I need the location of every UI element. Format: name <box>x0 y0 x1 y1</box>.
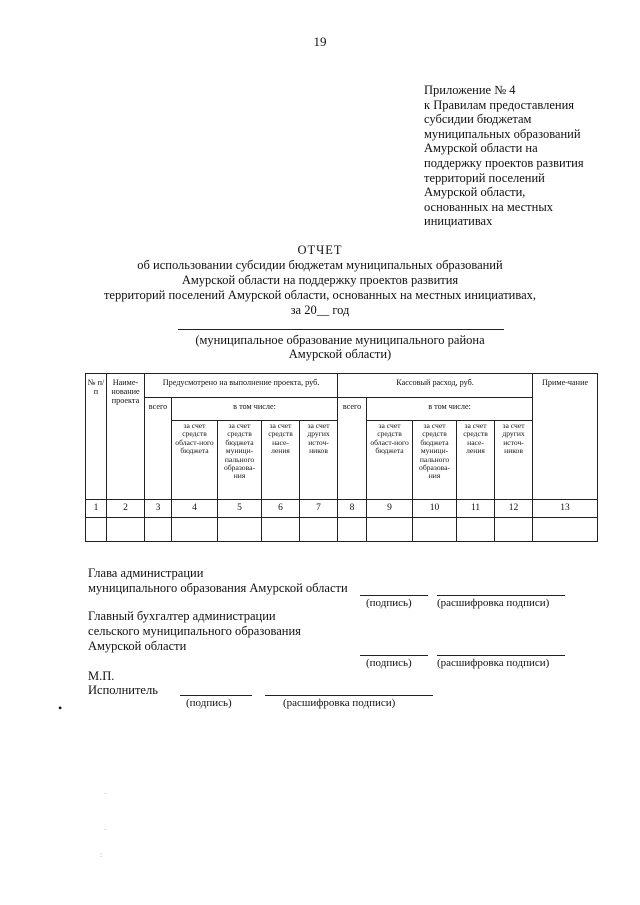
appendix-line: поддержку проектов развития <box>424 155 584 170</box>
appendix-line: Приложение № 4 <box>424 83 516 97</box>
empty-cell <box>495 518 533 542</box>
appendix-line: Амурской области на <box>424 141 538 156</box>
empty-cell <box>172 518 218 542</box>
header-cash-population: за счет средств насе-ления <box>457 421 495 500</box>
column-number: 3 <box>145 500 172 518</box>
empty-cell <box>86 518 107 542</box>
empty-data-row <box>86 518 598 542</box>
column-number: 8 <box>338 500 367 518</box>
appendix-line: к Правилам предоставления <box>424 97 575 112</box>
accountant-title-line3: Амурской области <box>88 639 187 653</box>
accountant-signature-line <box>360 655 428 656</box>
header-planned-population: за счет средств насе-ления <box>262 421 300 500</box>
appendix-line: инициативах <box>424 214 493 229</box>
column-number: 9 <box>367 500 413 518</box>
header-num: № п/ п <box>86 374 107 500</box>
appendix-line: основанных на местных <box>424 199 553 214</box>
column-number: 6 <box>262 500 300 518</box>
column-number: 1 <box>86 500 107 518</box>
empty-cell <box>262 518 300 542</box>
head-signature-caption: (подпись) <box>366 597 412 609</box>
accountant-decode-caption: (расшифровка подписи) <box>437 657 550 669</box>
margin-dash-mark: • <box>58 701 63 715</box>
header-planned-regional: за счет средств област-ного бюджета <box>172 421 218 500</box>
accountant-signature-caption: (подпись) <box>366 657 412 669</box>
accountant-decode-line <box>437 655 565 656</box>
header-cash-total: всего <box>338 398 367 500</box>
column-number: 7 <box>300 500 338 518</box>
executor-decode-caption: (расшифровка подписи) <box>283 697 396 709</box>
report-heading <box>60 243 580 318</box>
head-title-line1: Глава администрации <box>88 566 204 580</box>
header-note: Приме-чание <box>533 374 598 500</box>
scan-speck: · <box>104 826 107 834</box>
stamp-mark: М.П. <box>88 669 115 683</box>
column-number: 4 <box>172 500 218 518</box>
appendix-line: муниципальных образований <box>424 126 581 141</box>
accountant-title-line1: Главный бухгалтер администрации <box>88 609 276 623</box>
header-project-name: Наиме-нование проекта <box>107 374 145 500</box>
report-subtitle-line: об использовании субсидии бюджетам муниципальных образований <box>137 258 503 272</box>
empty-cell <box>533 518 598 542</box>
header-planned-total: всего <box>145 398 172 500</box>
empty-cell <box>218 518 262 542</box>
column-number-row <box>86 500 598 518</box>
municipality-caption <box>150 333 530 361</box>
executor-decode-line <box>265 695 433 696</box>
header-planned-other: за счет других источ-ников <box>300 421 338 500</box>
scan-speck: : <box>100 851 102 859</box>
header-planned-group: Предусмотрено на выполнение проекта, руб. <box>145 374 338 398</box>
appendix-line: субсидии бюджетам <box>424 112 532 127</box>
executor-label: Исполнитель <box>88 683 158 697</box>
column-number: 2 <box>107 500 145 518</box>
empty-cell <box>300 518 338 542</box>
head-signature-line <box>360 595 428 596</box>
empty-cell <box>145 518 172 542</box>
appendix-line: территорий поселений <box>424 170 545 185</box>
header-cash-other: за счет других источ-ников <box>495 421 533 500</box>
column-number: 10 <box>413 500 457 518</box>
head-decode-caption: (расшифровка подписи) <box>437 597 550 609</box>
header-cash-municipal: за счет средств бюджета муници-пального образова-ния <box>413 421 457 500</box>
column-number: 13 <box>533 500 598 518</box>
empty-cell <box>338 518 367 542</box>
head-title-line2: муниципального образования Амурской области <box>88 581 348 595</box>
header-cash-including: в том числе: <box>367 398 533 421</box>
header-cash-regional: за счет средств област-ного бюджета <box>367 421 413 500</box>
report-year-line: за 20__ год <box>290 303 350 317</box>
report-table <box>85 373 598 542</box>
empty-cell <box>367 518 413 542</box>
column-number: 5 <box>218 500 262 518</box>
executor-signature-caption: (подпись) <box>186 697 232 709</box>
accountant-title-line2: сельского муниципального образования <box>88 624 301 638</box>
header-cash-group: Кассовый расход, руб. <box>338 374 533 398</box>
empty-cell <box>413 518 457 542</box>
header-planned-including: в том числе: <box>172 398 338 421</box>
municipality-caption-line: Амурской области) <box>288 347 392 361</box>
report-subtitle-line: Амурской области на поддержку проектов развития <box>181 273 459 287</box>
municipality-caption-line: (муниципальное образование муниципального района <box>195 333 485 347</box>
header-planned-municipal: за счет средств бюджета муници-пального образова-ния <box>218 421 262 500</box>
executor-signature-line <box>180 695 252 696</box>
report-subtitle-line: территорий поселений Амурской области, основанных на местных инициативах, <box>103 288 537 302</box>
report-title: ОТЧЕТ <box>297 243 343 257</box>
empty-cell <box>107 518 145 542</box>
column-number: 12 <box>495 500 533 518</box>
head-decode-line <box>437 595 565 596</box>
appendix-line: Амурской области, <box>424 185 526 200</box>
appendix-block <box>424 83 624 229</box>
column-number: 11 <box>457 500 495 518</box>
empty-cell <box>457 518 495 542</box>
page-number: 19 <box>313 34 327 49</box>
municipality-fill-line <box>178 329 504 330</box>
scan-speck: · <box>104 790 107 798</box>
